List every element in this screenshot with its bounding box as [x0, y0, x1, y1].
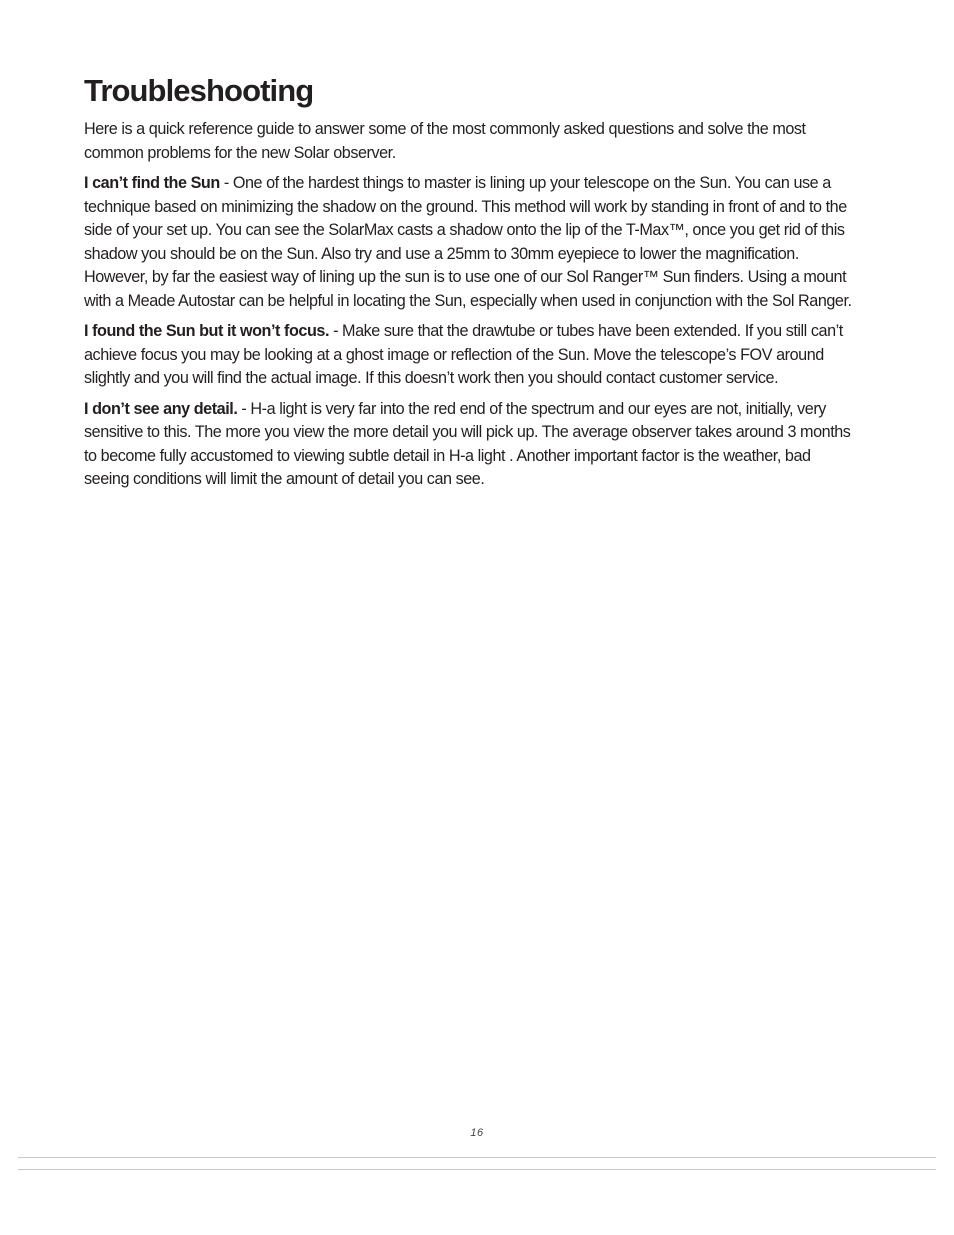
- faq-heading: I don’t see any detail.: [84, 399, 238, 418]
- faq-answer: - Make sure that the drawtube or tubes have been extended. If you still can’t achieve focus you may be looking at a ghost image or reflection of the Sun. Move the telescope’s FOV around slightly and you will find the actual image. If this doesn’t work then you should contact customer service.: [84, 322, 843, 387]
- page-title: Troubleshooting: [84, 73, 314, 108]
- faq-item-no-detail: [84, 398, 859, 492]
- footer-divider-bottom: [18, 1169, 936, 1170]
- page-number: 16: [470, 1127, 484, 1139]
- faq-answer: - H-a light is very far into the red end of the spectrum and our eyes are not, initially, very sensitive to this. The more you view the more detail you will pick up. The average observer takes around 3 months to become fully accustomed to viewing subtle detail in H-a light . Another important factor is the weather, bad seeing conditions will limit the amount of detail you can see.: [84, 399, 851, 488]
- intro-paragraph: Here is a quick reference guide to answer some of the most commonly asked questions and solve the most common problems for the new Solar observer.: [84, 120, 806, 162]
- faq-heading: I can’t find the Sun: [84, 174, 220, 192]
- faq-heading: I found the Sun but it won’t focus.: [84, 322, 330, 340]
- faq-item-wont-focus: [84, 320, 859, 391]
- footer-divider-top: [18, 1157, 936, 1158]
- document-body: [84, 70, 859, 499]
- faq-answer: - One of the hardest things to master is lining up your telescope on the Sun. You can use a technique based on minimizing the shadow on the ground. This method will work by standing in front of and to the side of your set up. You can see the SolarMax casts a shadow onto the lip of the T-Max™, once you get rid of this shadow you should be on the Sun. Also try and use a 25mm to 30mm eyepiece to lower the magnification. However, by far the easiest way of lining up the sun is to use one of our Sol Ranger™ Sun finders. Using a mount with a Meade Autostar can be helpful in locating the Sun, especially when used in conjunction with the Sol Ranger.: [84, 174, 852, 310]
- faq-item-cant-find-sun: [84, 172, 859, 313]
